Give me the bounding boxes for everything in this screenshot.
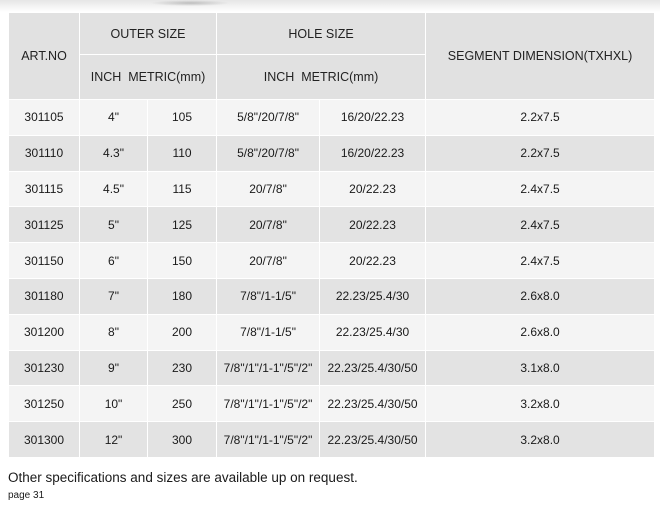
spec-table xyxy=(8,12,655,458)
cell-art: 301105 xyxy=(9,100,80,136)
cell-hole-mm: 22.23/25.4/30 xyxy=(320,278,426,314)
cell-segment: 2.6x8.0 xyxy=(426,278,655,314)
cell-outer-inch: 12" xyxy=(80,422,148,458)
cell-outer-mm: 110 xyxy=(148,135,217,171)
table-row xyxy=(9,171,655,207)
header-hole-units: INCH METRIC(mm) xyxy=(217,55,426,100)
cell-hole-mm: 22.23/25.4/30 xyxy=(320,314,426,350)
cell-segment: 3.2x8.0 xyxy=(426,386,655,422)
table-row xyxy=(9,243,655,279)
cell-hole-inch: 7/8"/1"/1-1"/5"/2" xyxy=(217,422,320,458)
cell-art: 301180 xyxy=(9,278,80,314)
cell-art: 301150 xyxy=(9,243,80,279)
header-hole-size: HOLE SIZE xyxy=(217,13,426,55)
cell-segment: 3.2x8.0 xyxy=(426,422,655,458)
cell-hole-mm: 20/22.23 xyxy=(320,171,426,207)
cell-hole-mm: 22.23/25.4/30/50 xyxy=(320,350,426,386)
cell-art: 301230 xyxy=(9,350,80,386)
cell-hole-inch: 7/8"/1"/1-1"/5"/2" xyxy=(217,386,320,422)
table-body xyxy=(9,100,655,458)
cell-hole-inch: 7/8"/1"/1-1"/5"/2" xyxy=(217,350,320,386)
table-row xyxy=(9,207,655,243)
cell-hole-inch: 7/8"/1-1/5" xyxy=(217,278,320,314)
cell-outer-mm: 150 xyxy=(148,243,217,279)
cell-segment: 2.2x7.5 xyxy=(426,135,655,171)
cell-segment: 3.1x8.0 xyxy=(426,350,655,386)
cell-art: 301115 xyxy=(9,171,80,207)
table-row xyxy=(9,100,655,136)
cell-hole-mm: 16/20/22.23 xyxy=(320,135,426,171)
cell-art: 301250 xyxy=(9,386,80,422)
cell-hole-inch: 20/7/8" xyxy=(217,207,320,243)
cell-hole-mm: 22.23/25.4/30/50 xyxy=(320,422,426,458)
cell-segment: 2.4x7.5 xyxy=(426,207,655,243)
header-art-no: ART.NO xyxy=(9,13,80,100)
table-row xyxy=(9,135,655,171)
cell-hole-mm: 22.23/25.4/30/50 xyxy=(320,386,426,422)
cell-hole-mm: 20/22.23 xyxy=(320,243,426,279)
cell-hole-mm: 16/20/22.23 xyxy=(320,100,426,136)
cell-art: 301110 xyxy=(9,135,80,171)
cell-hole-mm: 20/22.23 xyxy=(320,207,426,243)
top-shadow xyxy=(0,0,660,12)
cell-outer-inch: 8" xyxy=(80,314,148,350)
table-row xyxy=(9,386,655,422)
cell-outer-inch: 7" xyxy=(80,278,148,314)
cell-outer-mm: 200 xyxy=(148,314,217,350)
cell-outer-inch: 10" xyxy=(80,386,148,422)
cell-outer-inch: 4" xyxy=(80,100,148,136)
table-row xyxy=(9,314,655,350)
table-row xyxy=(9,278,655,314)
footnote: Other specifications and sizes are available up on request. xyxy=(8,470,358,485)
cell-hole-inch: 5/8"/20/7/8" xyxy=(217,100,320,136)
page-number: page 31 xyxy=(8,490,45,501)
cell-outer-mm: 180 xyxy=(148,278,217,314)
cell-outer-mm: 125 xyxy=(148,207,217,243)
cell-outer-inch: 6" xyxy=(80,243,148,279)
cell-outer-mm: 105 xyxy=(148,100,217,136)
table-row xyxy=(9,350,655,386)
cell-hole-inch: 20/7/8" xyxy=(217,243,320,279)
table-row xyxy=(9,422,655,458)
cell-art: 301125 xyxy=(9,207,80,243)
cell-outer-mm: 115 xyxy=(148,171,217,207)
cell-outer-mm: 300 xyxy=(148,422,217,458)
cell-art: 301300 xyxy=(9,422,80,458)
cell-hole-inch: 5/8"/20/7/8" xyxy=(217,135,320,171)
cell-outer-mm: 230 xyxy=(148,350,217,386)
header-outer-size: OUTER SIZE xyxy=(80,13,217,55)
cell-art: 301200 xyxy=(9,314,80,350)
cell-segment: 2.6x8.0 xyxy=(426,314,655,350)
cell-outer-inch: 4.5" xyxy=(80,171,148,207)
header-outer-units: INCH METRIC(mm) xyxy=(80,55,217,100)
cell-segment: 2.4x7.5 xyxy=(426,243,655,279)
cell-segment: 2.4x7.5 xyxy=(426,171,655,207)
cell-segment: 2.2x7.5 xyxy=(426,100,655,136)
cell-hole-inch: 7/8"/1-1/5" xyxy=(217,314,320,350)
cell-outer-inch: 4.3" xyxy=(80,135,148,171)
header-segment-dimension: SEGMENT DIMENSION(TXHXL) xyxy=(426,13,655,100)
cell-outer-mm: 250 xyxy=(148,386,217,422)
cell-outer-inch: 5" xyxy=(80,207,148,243)
header-row-top xyxy=(9,13,655,55)
cell-hole-inch: 20/7/8" xyxy=(217,171,320,207)
cell-outer-inch: 9" xyxy=(80,350,148,386)
